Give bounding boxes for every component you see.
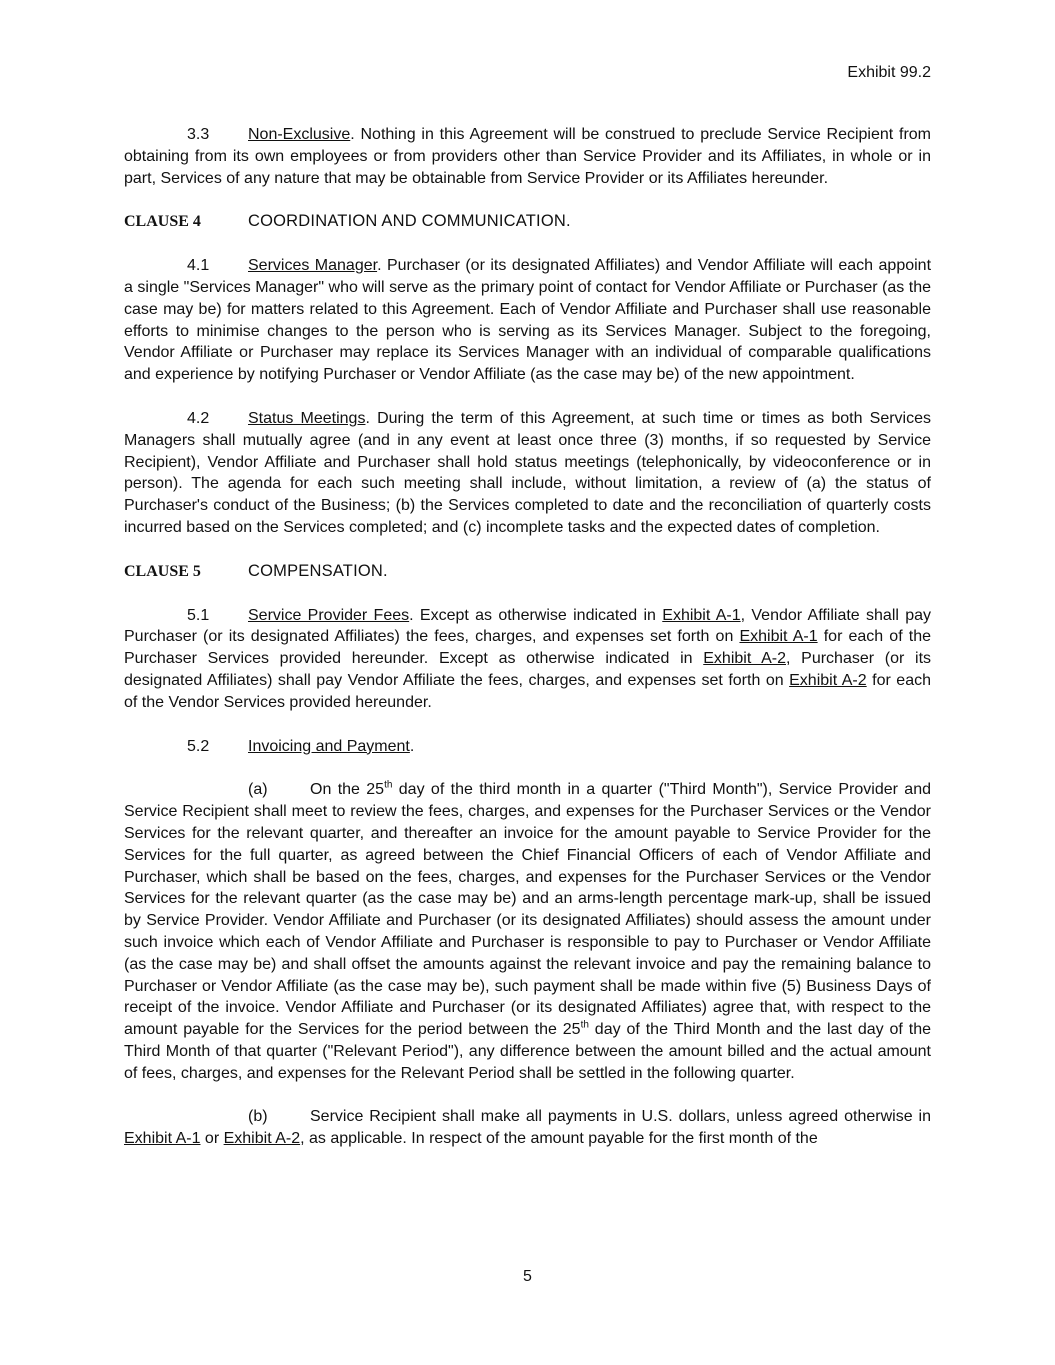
ordinal-suffix: th (580, 1019, 589, 1031)
section-text: , Vendor Affiliate shall pay Purchaser (or its designated Affiliates) the fees, charges, and expenses set forth on (124, 606, 932, 646)
subsection-label: (b) (248, 1108, 268, 1126)
section-heading: Services Manager (248, 257, 378, 275)
exhibit-link: Exhibit A-2 (223, 1130, 301, 1148)
exhibit-link: Exhibit A-1 (739, 628, 818, 646)
section-text: . During the term of this Agreement, at such time or times as both Services Managers shall mutually agree (and in any event at least once three (3) months, if so requested by Service Recipient), Vendor Affiliate and Purchaser shall hold status meetings (telephonically, by videoconference or in person). The agenda for each such meeting shall include, without limitation, a review of (a) the status of Purchaser's conduct of the Business; (b) the Services completed to date and the reconciliation of quarterly costs incurred based on the Services completed; and (c) incomplete tasks and the expected dates of completion. (124, 409, 931, 536)
clause-title: COORDINATION AND COMMUNICATION. (248, 212, 571, 231)
section-number: 4.2 (187, 409, 210, 427)
section-text: Service Recipient shall make all payments in U.S. dollars, unless agreed otherwise in (310, 1108, 931, 1126)
exhibit-link: Exhibit A-2 (703, 650, 786, 668)
section-text: for each of the Purchaser Services provided hereunder. Except as otherwise indicated in (124, 628, 931, 668)
clause-number: CLAUSE 4 (124, 213, 201, 231)
section-text: . Nothing in this Agreement will be construed to preclude Service Recipient from obtaining from its own employees or from providers other than Service Provider and its Affiliates, in whole or in part, Services of any nature that may be obtainable from Service Provider or its Affiliates hereunder. (124, 126, 931, 187)
ordinal-suffix: th (384, 780, 393, 791)
section-text: , Purchaser (or its designated Affiliates) shall pay Vendor Affiliate the fees, charges, and expenses set forth on (124, 650, 932, 689)
section-4-1 (124, 255, 931, 386)
section-text: . (409, 737, 415, 755)
section-4-2 (124, 408, 931, 539)
section-text: . Purchaser (or its designated Affiliates) and Vendor Affiliate will each appoint a single "Services Manager" who will serve as the primary point of contact for Vendor Affiliate or Purchaser (as the case may be) for matters related to this Agreement. Each of Vendor Affiliate and Purchaser shall use reasonable efforts to minimise changes to the person who is serving as its Services Manager. Subject to the foregoing, Vendor Affiliate or Purchaser may replace its Services Manager with an individual of comparable qualifications and experience by notifying Purchaser or Vendor Affiliate (as the case may be) of the new appointment. (124, 257, 932, 384)
section-text: . Except as otherwise indicated in (409, 606, 663, 624)
clause-number: CLAUSE 5 (124, 562, 201, 580)
page-number: 5 (523, 1268, 532, 1285)
section-number: 5.2 (187, 737, 210, 755)
subsection-label: (a) (248, 781, 268, 799)
document-body (124, 124, 931, 1172)
subsection-5-2-a (124, 779, 931, 1084)
section-text: On the 25 (310, 781, 385, 799)
section-text: day of the Third Month and the last day of the Third Month of that quarter ("Relevant Period"), any difference between the amount billed and the actual amount of fees, charges, and expenses for the Relevant Period shall be settled in the following quarter. (124, 1021, 931, 1082)
section-5-1 (124, 605, 931, 714)
clause-title: COMPENSATION. (248, 561, 388, 580)
section-text: for each of the Vendor Services provided hereunder. (124, 671, 932, 711)
section-5-2 (124, 736, 931, 758)
section-number: 5.1 (187, 606, 210, 624)
clause-4-heading (124, 211, 931, 233)
section-heading: Non-Exclusive (248, 126, 351, 143)
exhibit-link: Exhibit A-1 (124, 1130, 201, 1148)
section-text: or (200, 1130, 224, 1148)
clause-5-heading (124, 561, 931, 583)
section-3-3 (124, 124, 931, 189)
section-heading: Service Provider Fees (248, 606, 410, 624)
section-text: , as applicable. In respect of the amount payable for the first month of the (300, 1130, 818, 1148)
exhibit-link: Exhibit A-2 (789, 671, 867, 689)
section-number: 4.1 (187, 257, 210, 275)
exhibit-link: Exhibit A-1 (662, 606, 741, 624)
subsection-5-2-b (124, 1106, 931, 1150)
section-number: 3.3 (187, 126, 210, 143)
section-heading: Status Meetings (248, 409, 366, 427)
section-text: day of the third month in a quarter ("Third Month"), Service Provider and Service Recipient shall meet to review the fees, charges, and expenses for the Purchaser Services or the Vendor Services for the relevant quarter, and thereafter an invoice for the amount payable to Service Provider for the Services for the full quarter, as agreed between the Chief Financial Officers of each of Vendor Affiliate and Purchaser, which shall be based on the fees, charges, and expenses for the Purchaser Services or the Vendor Services for the relevant quarter (as the case may be) and an arms-length percentage mark-up, shall be issued by Service Provider. Vendor Affiliate and Purchaser (or its designated Affiliates) should assess the amount under such invoice which each of Vendor Affiliate and Purchaser is responsible to pay to Purchaser or Vendor Affiliate (as the case may be) and shall offset the amounts against the relevant invoice and pay the remaining balance to Purchaser or Vendor Affiliate (as the case may be), such payment shall be made within five (5) Business Days of receipt of the invoice. Vendor Affiliate and Purchaser (or its designated Affiliates) agree that, with respect to the amount payable for the Services for the period between the 25 (124, 781, 931, 1039)
section-heading: Invoicing and Payment (248, 737, 410, 755)
exhibit-label: Exhibit 99.2 (847, 64, 931, 81)
